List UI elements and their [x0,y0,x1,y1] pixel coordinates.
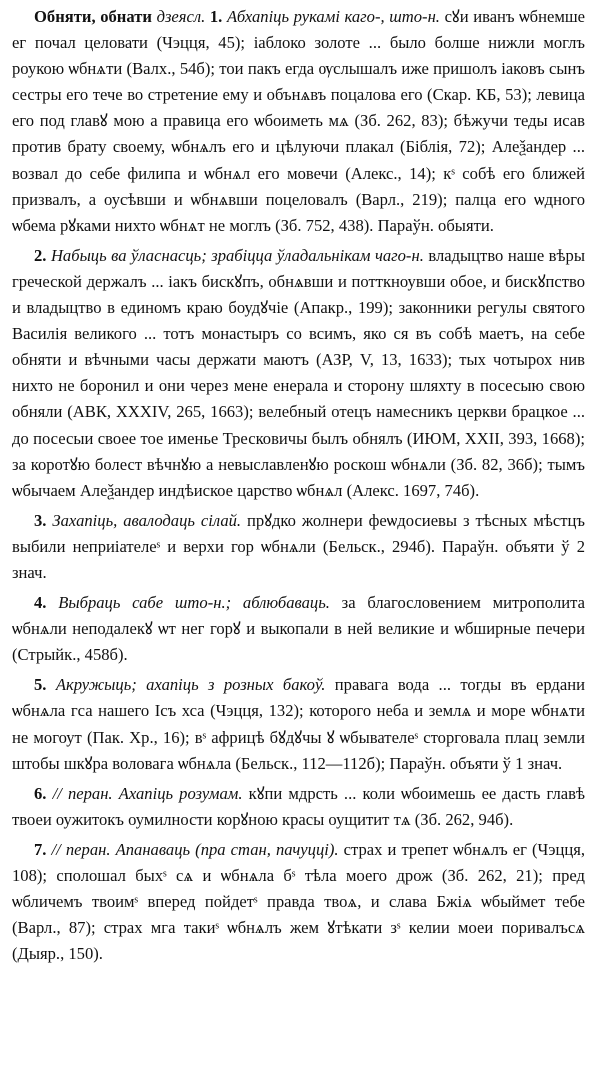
sense-text: владыцтво наше вѣры греческой держалъ ... іакъ бискꙋпъ, обнѧвши и потткноувши обое, и бискꙋпство и владыцтво в единомъ краю боудꙋчіе (Апакр., 199); законники регулы святого Василія великого ... тотъ монастыръ со всимъ, яко ся въ собѣ маетъ, на себе обняти и вѣчными часы держати маютъ (АЗР, V, 13, 1633); тых чотырох нив нихто не боронил и они через мене енерала и сторону шляхту в посесыю свою обняли (АВК, XXXIV, 265, 1663); велебный отецъ намесникъ церкви брацкое ... до посесыи своее тое именье Тресковичы былъ обнялъ (ИЮМ, XXII, 393, 1668); за коротꙋю болест вѣчнꙋю а невыславленꙋю роскош ѡбнѧли (Зб. 82, 36б); тымъ ѡбычаем Алеѯандер индѣиское царство ѡбнѧл (Алекс. 1697, 74б). [12,245,585,500]
sense-text: страх и трепет ѡбнѧлъ ег (Чэцця, 108); сполошал быхˢ сѧ и ѡбнѧла бˢ тѣла моего дрож (Зб. 262, 21); пред ѡбличемъ твоимˢ вперед пойдетˢ правда твоѧ, и слава Бжіѧ ѡбыймет тебе (Варл., 87); страх мга такиˢ ѡбнѧлъ жем ꙋтѣкати зˢ келии моеи поривалъсѧ (Дыяр., 150). [12,839,585,964]
sense-2 [12,243,585,504]
sense-text: прꙋдко жолнери феѡдосиевы з тѣсных мѣстцъ выбили неприіателеˢ и верхи гор ѡбнѧли (Бельск., 294б). Параўн. объяти ў 2 знач. [12,510,585,582]
sense-gloss: // перан. Ахапіць розумам. [52,783,243,803]
sense-number: 5. [34,675,47,695]
sense-6 [12,781,585,833]
sense-text: кꙋпи мдрсть ... коли ѡбоимешь ее дасть главѣ твоеи оужитокъ оумилности корꙋною красы оущитит тѧ (Зб. 262, 94б). [12,783,586,829]
sense-5 [12,672,585,776]
sense-gloss: Набыць ва ўласнасць; зрабіцца ўладальнікам чаго-н. [50,245,424,265]
sense-gloss: Выбраць сабе што-н.; аблюбаваць. [58,593,330,613]
sense-gloss: Захапіць, авалодаць сілай. [52,510,242,530]
sense-3 [12,508,585,586]
sense-gloss: Акружыць; ахапіць з розных бакоў. [55,675,326,695]
sense-number: 4. [34,593,47,613]
sense-4 [12,590,585,668]
sense-text: правага вода ... тогды въ ердани ѡбнѧла гса нашего Ісъ хса (Чэцця, 132); которого неба и землѧ и море ѡбнѧти не могоут (Пак. Хр., 16); вˢ африцѣ бꙋдꙋчы ꙋ ѡбывателеˢ сторговала плац земли штобы шкꙋра воловага ѡбнѧла (Бельск., 112—112б); Параўн. объяти ў 1 знач. [12,675,585,773]
sense-number: 2. [34,245,47,265]
sense-number: 3. [34,510,47,530]
sense-gloss: Абхапіць рукамі каго-, што-н. [226,7,440,26]
grammar-label: дзеясл. [156,7,206,26]
sense-number: 7. [34,839,47,859]
sense-1 [12,4,585,239]
sense-gloss: // перан. Апанаваць (пра стан, пачуцці). [51,839,339,859]
sense-text: за благословением митрополита ѡбнѧли неподалекꙋ ѡт нег горꙋ и выкопали в ней великие и ѡбширные печери (Стрыйк., 458б). [12,593,585,665]
headword: Обняти, обнати [34,7,152,26]
sense-number: 1. [209,7,223,26]
sense-number: 6. [34,783,47,803]
sense-text: сꙋи иванъ ѡбнемше ег почал целовати (Чэцця, 45); іаблоко золоте ... было болше нижли моглъ роукою ѡбнѧти (Валх., 54б); тои пакъ егда ѹслышалъ иже пришолъ іаковъ сынъ сестры его тече во стретение ему и обънѧвъ поцалова его (Скар. КБ, 53); левица его под главꙋ мою а правица его ѡбоиметь мѧ (Зб. 262, 83); бѣжучи теды исав против брату своему, ѡбнѧлъ его и цѣлуючи плакал (Біблія, 72); Алеѯандер ... возвал до себе филипа и ѡбнѧл его мовечи (Алекс., 14); кˢ собѣ его ближей призвалъ, а оусѣвши и ѡбнѧвши поцеловалъ (Варл., 219); палца его ѡдного ѡбема рꙋками нихто ѡбнѧт не моглъ (Зб. 752, 438). Параўн. обыяти. [12,7,585,235]
sense-7 [12,837,585,967]
